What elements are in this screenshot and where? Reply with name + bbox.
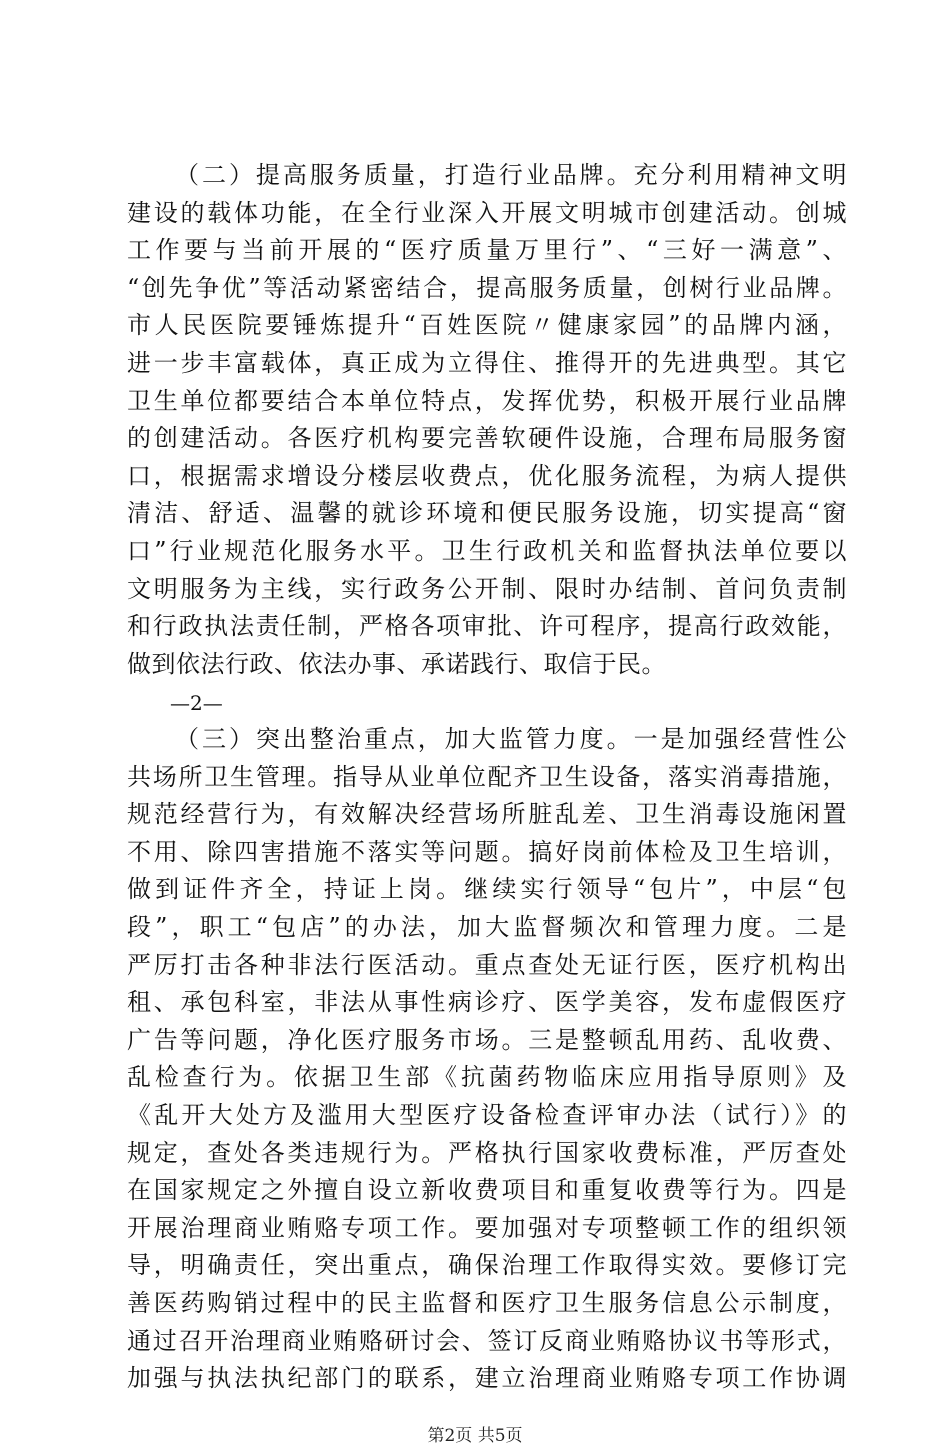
text-line: “创先争优”等活动紧密结合，提高服务质量，创树行业品牌。 <box>127 274 847 302</box>
text-line: （三）突出整治重点，加大监管力度。一是加强经营性公 <box>175 725 847 753</box>
text-line: 乱检查行为。依据卫生部《抗菌药物临床应用指导原则》及 <box>127 1063 847 1091</box>
text-line: （二）提高服务质量，打造行业品牌。充分利用精神文明 <box>175 161 847 189</box>
text-line: 清洁、舒适、温馨的就诊环境和便民服务设施，切实提高“窗 <box>127 499 847 527</box>
text-line: 不用、除四害措施不落实等问题。搞好岗前体检及卫生培训， <box>127 838 847 866</box>
inline-page-marker: —2— <box>170 691 223 715</box>
text-line: 市人民医院要锤炼提升“百姓医院〃健康家园”的品牌内涵， <box>127 311 847 339</box>
text-line: 做到依法行政、依法办事、承诺践行、取信于民。 <box>127 650 666 678</box>
text-line: 的创建活动。各医疗机构要完善软硬件设施，合理布局服务窗 <box>127 424 847 452</box>
text-line: 段”，职工“包店”的办法，加大监督频次和管理力度。二是 <box>127 913 847 941</box>
text-line: 文明服务为主线，实行政务公开制、限时办结制、首问负责制 <box>127 575 847 603</box>
text-line: 通过召开治理商业贿赂研讨会、签订反商业贿赂协议书等形式， <box>127 1327 847 1355</box>
text-line: 广告等问题，净化医疗服务市场。三是整顿乱用药、乱收费、 <box>127 1026 847 1054</box>
text-line: 共场所卫生管理。指导从业单位配齐卫生设备，落实消毒措施， <box>127 763 847 791</box>
text-line: 卫生单位都要结合本单位特点，发挥优势，积极开展行业品牌 <box>127 387 847 415</box>
text-line: 《乱开大处方及滥用大型医疗设备检查评审办法（试行）》的 <box>127 1101 847 1129</box>
text-line: 导，明确责任，突出重点，确保治理工作取得实效。要修订完 <box>127 1251 847 1279</box>
text-line: 规定，查处各类违规行为。严格执行国家收费标准，严厉查处 <box>127 1139 847 1167</box>
text-line: 善医药购销过程中的民主监督和医疗卫生服务信息公示制度， <box>127 1289 847 1317</box>
text-line: 做到证件齐全，持证上岗。继续实行领导“包片”，中层“包 <box>127 875 847 903</box>
text-line: 开展治理商业贿赂专项工作。要加强对专项整顿工作的组织领 <box>127 1214 847 1242</box>
text-line: 和行政执法责任制，严格各项审批、许可程序，提高行政效能， <box>127 612 847 640</box>
text-line: 严厉打击各种非法行医活动。重点查处无证行医，医疗机构出 <box>127 951 847 979</box>
text-line: 进一步丰富载体，真正成为立得住、推得开的先进典型。其它 <box>127 349 847 377</box>
text-line: 工作要与当前开展的“医疗质量万里行”、“三好一满意”、 <box>127 236 847 264</box>
text-line: 在国家规定之外擅自设立新收费项目和重复收费等行为。四是 <box>127 1176 847 1204</box>
text-line: 租、承包科室，非法从事性病诊疗、医学美容，发布虚假医疗 <box>127 988 847 1016</box>
text-line: 口，根据需求增设分楼层收费点，优化服务流程，为病人提供 <box>127 462 847 490</box>
text-line: 加强与执法执纪部门的联系，建立治理商业贿赂专项工作协调 <box>127 1364 847 1392</box>
text-line: 规范经营行为，有效解决经营场所脏乱差、卫生消毒设施闲置 <box>127 800 847 828</box>
text-line: 口”行业规范化服务水平。卫生行政机关和监督执法单位要以 <box>127 537 847 565</box>
page-footer: 第2页 共5页 <box>427 1426 523 1446</box>
text-line: 建设的载体功能，在全行业深入开展文明城市创建活动。创城 <box>127 199 847 227</box>
